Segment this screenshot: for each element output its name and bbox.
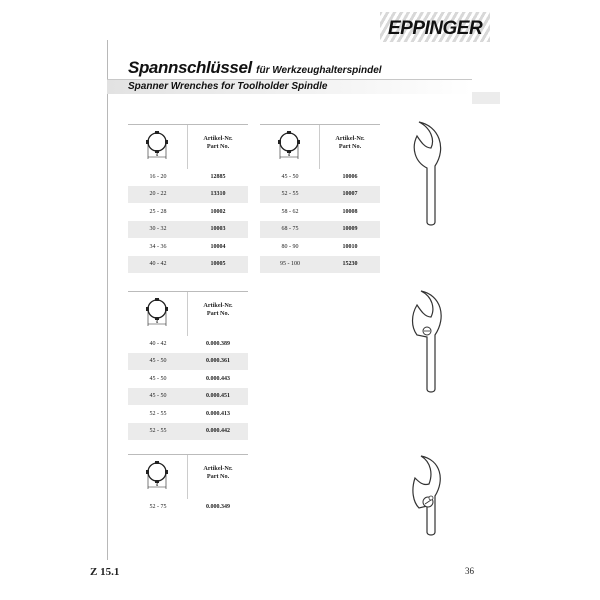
table-row: 52 - 55 0.000.442 xyxy=(128,423,248,441)
page-title xyxy=(128,58,382,78)
table-row: 34 - 36 10004 xyxy=(128,238,248,256)
table-row: 68 - 75 10009 xyxy=(260,221,380,239)
table-body xyxy=(260,168,380,273)
diameter-label: d xyxy=(287,153,291,158)
table-row: 25 - 28 10002 xyxy=(128,203,248,221)
table-row: 58 - 62 10008 xyxy=(260,203,380,221)
table-row: 95 - 100 15230 xyxy=(260,256,380,274)
table-body xyxy=(128,168,248,273)
table-header xyxy=(128,124,248,168)
table-row: 45 - 50 0.000.361 xyxy=(128,353,248,371)
table-row: 52 - 75 0.000.349 xyxy=(128,498,248,516)
table-row: 16 - 20 12885 xyxy=(128,168,248,186)
table-header-text: Artikel-Nr. Part No. xyxy=(203,302,233,317)
adjustable-hook-wrench-icon xyxy=(405,452,450,542)
table-row: 30 - 32 10003 xyxy=(128,221,248,239)
table-header-text: Artikel-Nr. Part No. xyxy=(203,135,233,150)
margin-line xyxy=(107,40,108,560)
page-number: 36 xyxy=(465,566,474,576)
table-row: 80 - 90 10010 xyxy=(260,238,380,256)
section-number: Z 15.1 xyxy=(90,566,120,578)
diameter-label: d xyxy=(155,153,159,158)
nut-diagram-icon xyxy=(144,459,170,493)
edge-tab xyxy=(472,92,500,104)
table-row: 20 - 22 13310 xyxy=(128,186,248,204)
part-table-1 xyxy=(128,124,248,273)
table-body xyxy=(128,498,248,516)
nut-diagram-icon xyxy=(144,129,170,163)
hinged-hook-wrench-icon xyxy=(405,285,450,395)
diameter-label: d xyxy=(155,320,159,325)
table-header xyxy=(128,291,248,335)
part-table-2 xyxy=(260,124,380,273)
table-row: 40 - 42 0.000.389 xyxy=(128,335,248,353)
table-header xyxy=(260,124,380,168)
part-table-4 xyxy=(128,454,248,516)
diameter-label: d xyxy=(155,483,159,488)
page-subtitle: Spanner Wrenches for Toolholder Spindle xyxy=(128,81,328,92)
page-title-suffix: für Werkzeughalterspindel xyxy=(256,65,382,76)
table-header xyxy=(128,454,248,498)
table-row: 45 - 50 0.000.451 xyxy=(128,388,248,406)
table-header-text: Artikel-Nr. Part No. xyxy=(203,465,233,480)
hook-wrench-icon xyxy=(405,118,450,228)
table-row: 52 - 55 0.000.413 xyxy=(128,405,248,423)
nut-diagram-icon xyxy=(144,296,170,330)
table-row: 40 - 42 10005 xyxy=(128,256,248,274)
part-table-3 xyxy=(128,291,248,440)
table-row: 45 - 50 0.000.443 xyxy=(128,370,248,388)
page-title-main: Spannschlüssel xyxy=(128,58,252,77)
nut-diagram-icon xyxy=(276,129,302,163)
brand-logo: EPPINGER xyxy=(388,18,483,39)
table-row: 52 - 55 10007 xyxy=(260,186,380,204)
table-header-text: Artikel-Nr. Part No. xyxy=(335,135,365,150)
table-row: 45 - 50 10006 xyxy=(260,168,380,186)
table-body xyxy=(128,335,248,440)
